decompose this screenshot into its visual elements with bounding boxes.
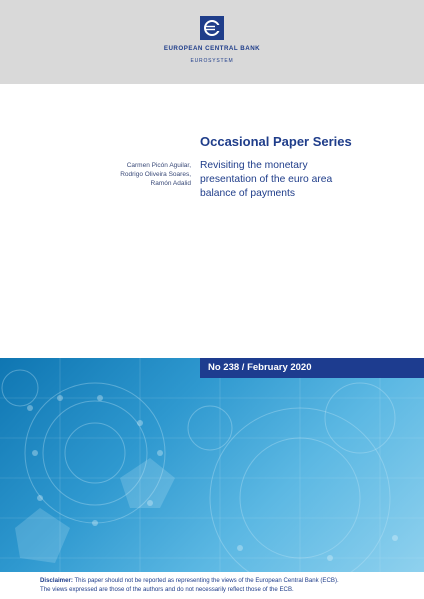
disclaimer-text: This paper should not be reported as representing the views of the European Central Bank (ECB). xyxy=(74,577,339,584)
paper-title-line: presentation of the euro area xyxy=(200,174,333,185)
paper-title xyxy=(200,159,410,201)
series-title: Occasional Paper Series xyxy=(200,134,352,149)
disclaimer-line xyxy=(40,576,400,585)
issue-label: No 238 / February 2020 xyxy=(208,362,312,373)
paper-title-line: Revisiting the monetary xyxy=(200,160,308,171)
disclaimer-line: The views expressed are those of the authors and do not necessarily reflect those of the ECB. xyxy=(40,586,294,593)
author-name: Carmen Picón Aguilar, xyxy=(126,162,191,169)
ecb-logo xyxy=(0,16,424,45)
paper-title-line: balance of payments xyxy=(200,188,296,199)
ecb-euro-logo-icon xyxy=(200,16,224,40)
cover-banner-image xyxy=(0,358,424,572)
eurosystem-label: EUROSYSTEM xyxy=(190,58,234,64)
header xyxy=(0,0,424,84)
author-name: Ramón Adalid xyxy=(150,180,191,187)
disclaimer xyxy=(40,576,400,594)
banknote-pattern-graphic xyxy=(0,358,424,572)
author-name: Rodrigo Oliveira Soares, xyxy=(120,171,191,178)
bank-name: EUROPEAN CENTRAL BANK xyxy=(163,45,261,52)
author-list xyxy=(120,161,191,188)
disclaimer-label: Disclaimer: xyxy=(40,577,73,584)
